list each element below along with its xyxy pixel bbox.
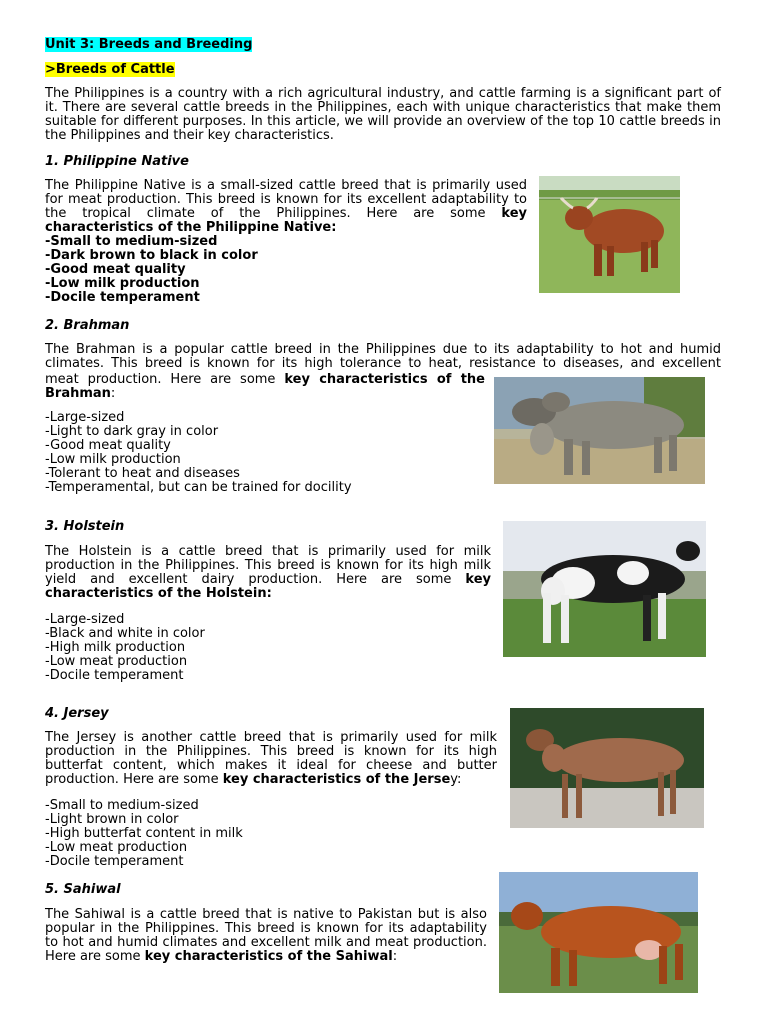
philippine-native-cow-photo (539, 176, 680, 293)
sahiwal-cow-photo (499, 872, 698, 993)
key-label: Brahman (45, 386, 111, 401)
trait-item: -Light to dark gray in color (45, 424, 219, 439)
key-suffix: : (392, 949, 398, 964)
trait-item: -Good meat quality (45, 262, 186, 277)
trait-list-jersey (45, 799, 243, 869)
trait-item: -Good meat quality (45, 438, 171, 453)
breed-desc-jersey (45, 731, 497, 787)
unit-title (45, 38, 252, 52)
trait-item: -Low meat production (45, 654, 188, 669)
intro-paragraph: The Philippines is a country with a rich agricultural industry, and cattle farming is a significant part of it. There are several cattle breeds in the Philippines, each with unique characteristics that make them suitable for different purposes. In this article, we will provide an overview of the top 10 cattle breeds in the Philippines and their key characteristics. (45, 86, 721, 143)
desc-text: The Holstein is a cattle breed that is primarily used for milk production in the Philippines. This breed is known for its high milk yield and excellent dairy production. Here are some (45, 544, 491, 587)
desc-line: The Brahman is a popular cattle breed in the Philippines due to its adaptability to hot and humid (45, 342, 721, 357)
trait-item: -Docile temperament (45, 854, 184, 869)
trait-item: -Black and white in color (45, 626, 205, 641)
trait-list-holstein (45, 613, 205, 683)
desc-text: The Philippine Native is a small-sized cattle breed that is primarily used for meat production. This breed is known for its excellent adaptability to the tropical climate of the Philippines. Here are some (45, 178, 527, 221)
breed-desc-brahman (45, 343, 721, 371)
key-suffix: : (110, 386, 116, 401)
desc-text: meat production. Here are some (45, 372, 276, 387)
holstein-cow-photo (503, 521, 706, 657)
breed-desc-holstein (45, 545, 491, 601)
breed-heading-brahman: 2. Brahman (45, 318, 130, 333)
desc-text: The Jersey is another cattle breed that is primarily used for milk production in the Philippines. This breed is known for its high butterfat content, which makes it ideal for cheese and butter production. Here are some (45, 730, 497, 787)
brahman-cow-photo (494, 377, 705, 484)
brahman-key-line-2 (45, 387, 115, 401)
key-suffix: y: (450, 772, 462, 787)
breed-desc-sahiwal (45, 908, 487, 964)
trait-item: -High butterfat content in milk (45, 826, 243, 841)
brahman-key-line (45, 373, 485, 387)
trait-item: -Large-sized (45, 410, 125, 425)
trait-item: -Docile temperament (45, 668, 184, 683)
trait-item: -Low milk production (45, 276, 200, 291)
trait-item: -Temperamental, but can be trained for docility (45, 480, 352, 495)
trait-list-brahman (45, 411, 352, 495)
trait-item: -Dark brown to black in color (45, 248, 258, 263)
trait-item: -Small to medium-sized (45, 798, 199, 813)
trait-list-philippine-native (45, 235, 258, 305)
unit-title-text: Unit 3: Breeds and Breeding (45, 37, 253, 52)
breed-desc-philippine-native (45, 179, 527, 235)
section-title-text: >Breeds of Cattle (45, 62, 175, 77)
trait-item: -Docile temperament (45, 290, 200, 305)
key-label: key characteristics of the Sahiwal (144, 949, 393, 964)
breed-heading-sahiwal: 5. Sahiwal (45, 882, 121, 897)
section-title (45, 63, 175, 77)
key-label: key characteristics of the Philippine Native: (45, 206, 527, 235)
trait-item: -Low milk production (45, 452, 181, 467)
trait-item: -Tolerant to heat and diseases (45, 466, 240, 481)
breed-heading-jersey: 4. Jersey (45, 706, 109, 721)
trait-item: -Low meat production (45, 840, 188, 855)
key-label: key characteristics of the Jerse (222, 772, 451, 787)
desc-text: The Sahiwal is a cattle breed that is native to Pakistan but is also popular in the Philippines. This breed is known for its adaptability to hot and humid climates and excellent milk and meat production. Here are some (45, 907, 487, 964)
trait-item: -High milk production (45, 640, 186, 655)
breed-heading-holstein: 3. Holstein (45, 519, 125, 534)
breed-heading-philippine-native: 1. Philippine Native (45, 154, 189, 169)
trait-item: -Small to medium-sized (45, 234, 218, 249)
key-label: key characteristics of the Holstein: (45, 572, 491, 601)
trait-item: -Large-sized (45, 612, 125, 627)
desc-line: climates. This breed is known for its high tolerance to heat, resistance to diseases, and excellent (45, 356, 721, 371)
jersey-cow-photo (510, 708, 704, 828)
key-label: key characteristics of the (284, 372, 485, 387)
trait-item: -Light brown in color (45, 812, 179, 827)
